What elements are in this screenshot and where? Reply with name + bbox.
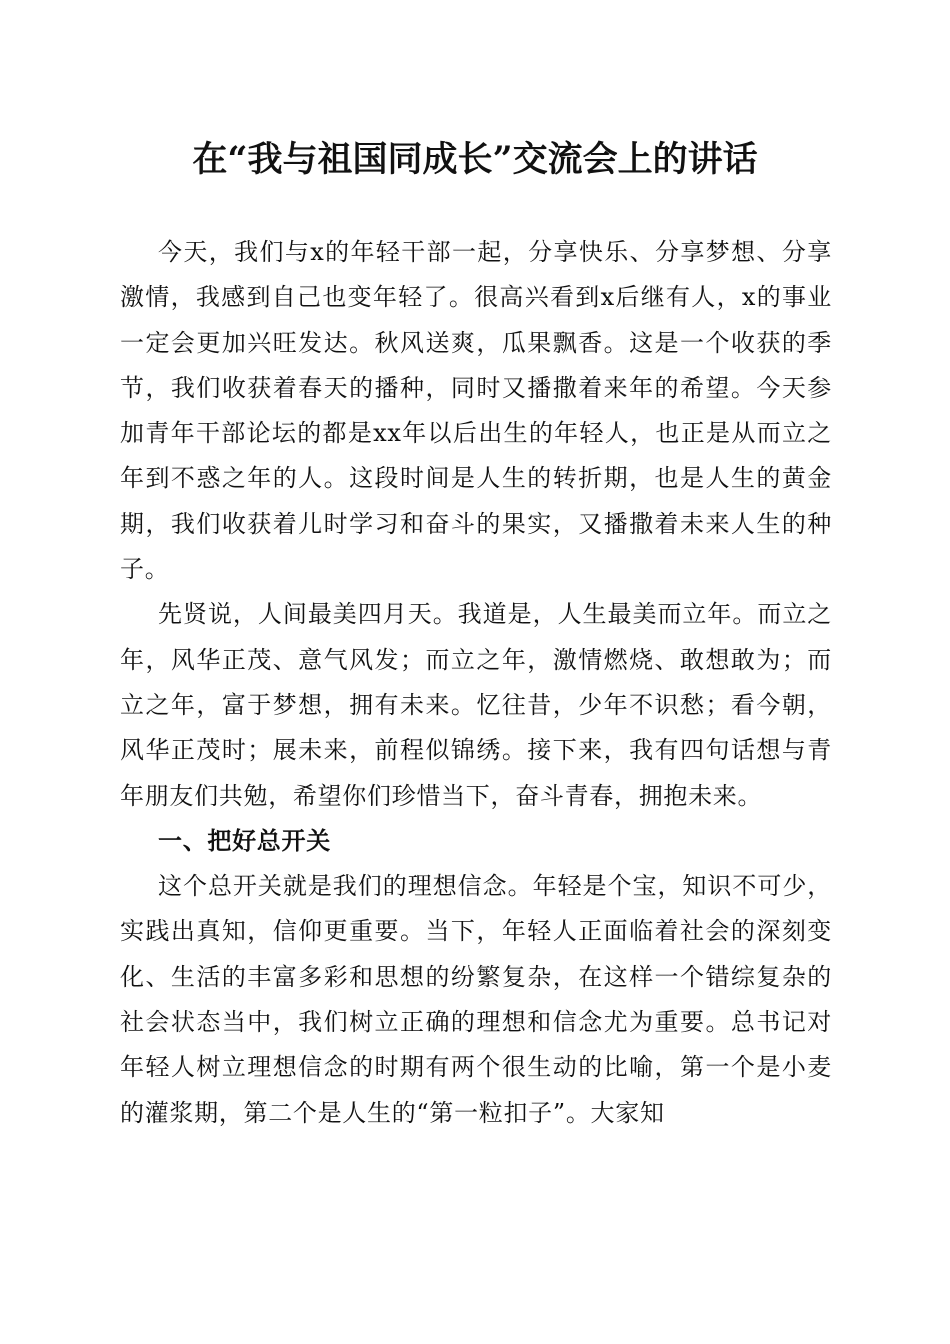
section-heading-1: 一、把好总开关 — [158, 826, 331, 855]
paragraph-section-1: 这个总开关就是我们的理想信念。年轻是个宝，知识不可少，实践出真知，信仰更重要。当下，年轻人正面临着社会的深刻变化、生活的丰富多彩和思想的纷繁复杂，在这样一个错综复杂的社会状态当中，我们树立正确的理想和信念尤为重要。总书记对年轻人树立理想信念的时期有两个很生动的比喻，第一个是小麦的灌浆期，第二个是人生的“第一粒扣子”。大家知 — [120, 872, 832, 1127]
document-body — [120, 230, 832, 1136]
paragraph-intro: 今天，我们与x的年轻干部一起，分享快乐、分享梦想、分享激情，我感到自己也变年轻了。很高兴看到x后继有人，x的事业一定会更加兴旺发达。秋风送爽，瓜果飘香。这是一个收获的季节，我们收获着春天的播种，同时又播撒着来年的希望。今天参加青年干部论坛的都是xx年以后出生的年轻人，也正是从而立之年到不惑之年的人。这段时间是人生的转折期，也是人生的黄金期，我们收获着儿时学习和奋斗的果实，又播撒着未来人生的种子。 — [120, 238, 832, 584]
document-title: 在“我与祖国同成长”交流会上的讲话 — [192, 139, 758, 180]
paragraph-sages: 先贤说，人间最美四月天。我道是，人生最美而立年。而立之年，风华正茂、意气风发；而立之年，激情燃烧、敢想敢为；而立之年，富于梦想，拥有未来。忆往昔，少年不识愁；看今朝，风华正茂时；展未来，前程似锦绣。接下来，我有四句话想与青年朋友们共勉，希望你们珍惜当下，奋斗青春，拥抱未来。 — [120, 600, 832, 810]
